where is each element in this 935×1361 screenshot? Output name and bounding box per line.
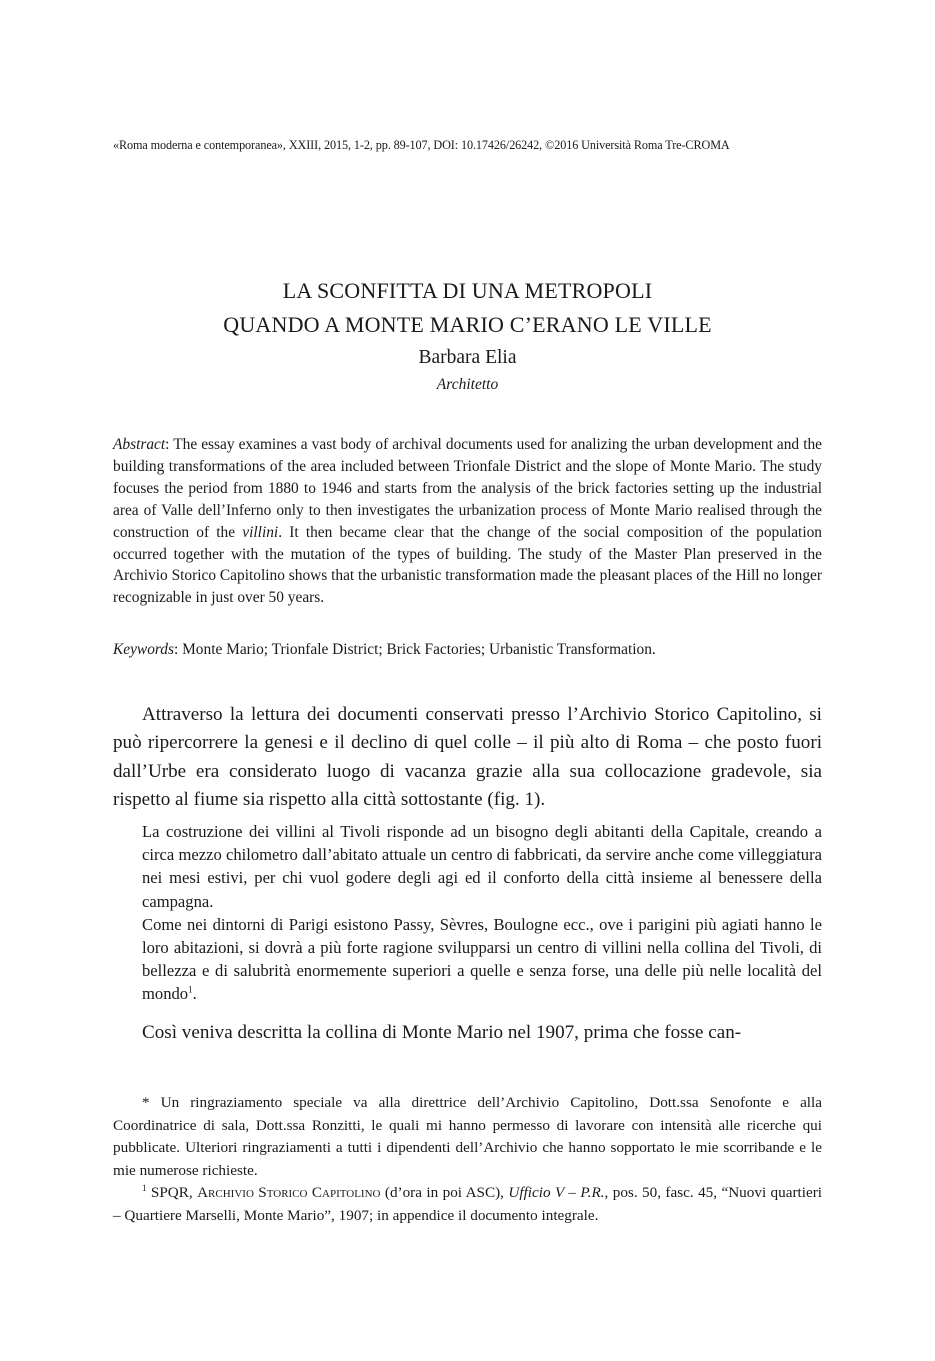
abstract-label: Abstract [113,436,166,453]
quote-paragraph-2-text: Come nei dintorni di Parigi esistono Passy, Sèvres, Boulogne ecc., ove i parigini più agiati hanno le loro abitazioni, si dovrà a più forte ragione svilupparsi un centro di villini nella collina del Tivoli, di bellezza e di salubrità enormemente superiori a quelle e senza forse, una delle più nelle località del mondo [142,914,822,1004]
footnote-1-text-a: SPQR, [146,1184,198,1202]
footnote-acknowledgement: * Un ringraziamento speciale va alla direttrice dell’Archivio Capitolino, Dott.ssa Senofonte e alla Coordinatrice di sala, Dott.ssa Ronzitti, le quali mi hanno permesso di lavorare con intensità alle ricerche qui pubblicate. Ulteriori ringraziamenti a tutti i dipendenti dell’Archivio che hanno sopportato le mie scorribande e le mie numerose richieste. [113,1094,822,1179]
abstract [113,434,822,609]
footnotes [113,1092,822,1228]
quote-paragraph-2 [142,913,822,1006]
quote-paragraph-2-end: . [192,984,197,1004]
footnote-1-text-b: (d’ora in poi ASC), [380,1184,509,1202]
author-affiliation: Architetto [436,376,499,393]
footnote-1-text-c: , pos. 50, fasc. 45, “Nuovi quartieri – Quartiere Marselli, Monte Mario”, 1907; in appendice il documento integrale. [113,1184,823,1224]
article-title-line-1: LA SCONFITTA DI UNA METROPOLI [282,278,653,303]
article-title-line-2: QUANDO A MONTE MARIO C’ERANO LE VILLE [223,312,712,337]
abstract-text-a: : The essay examines a vast body of archival documents used for analizing the urban development and the building transformations of the area included between Trionfale District and the slope of Monte Mario. The study focuses the period from 1880 to 1946 and starts from the analysis of the brick factories setting up the industrial area of Valle dell’Inferno only to then investigates the urbanization process of Monte Mario realised through the construction of the [113,436,822,541]
keywords-label: Keywords [113,641,174,658]
footnote-ref-1[interactable]: 1 [188,984,193,995]
footnote-1-number: 1 [142,1183,147,1194]
abstract-italic-term: villini [242,523,279,541]
quote-paragraph-1: La costruzione dei villini al Tivoli risponde ad un bisogno degli abitanti della Capitale, creando a circa mezzo chilometro dall’abitato attuale un centro di fabbricati, da servire anche come villeggiatura nei mesi estivi, per chi vuol godere degli agi ed il conforto della città insieme al benessere della campagna. [142,822,822,911]
running-head: «Roma moderna e contemporanea», XXIII, 2015, 1-2, pp. 89-107, DOI: 10.17426/26242, ©2016 Università Roma Tre-CROMA [113,138,730,152]
footnote-1-archive: Archivio Storico Capitolino [197,1184,381,1202]
author-name: Barbara Elia [418,347,517,368]
paper-page [113,0,822,1361]
block-quote [142,820,822,1006]
keywords [113,641,822,659]
footnote-1 [113,1182,822,1227]
abstract-text-b: . It then became clear that the change of the social composition of the population occurred together with the mutation of the types of building. The study of the Master Plan preserved in the Archivio Storico Capitolino shows that the urbanistic transformation made the pleasant places of the Hill no longer recognizable in just over 50 years. [113,523,822,607]
body-paragraph-2: Così veniva descritta la collina di Monte Mario nel 1907, prima che fosse can- [142,1022,742,1043]
body-paragraph-1: Attraverso la lettura dei documenti conservati presso l’Archivio Storico Capitolino, si può ripercorrere la genesi e il declino di quel colle – il più alto di Roma – che posto fuori dall’Urbe era considerato luogo di vacanza grazie alla sua collocazione gradevole, sia rispetto al fiume sia rispetto alla città sottostante (fig. 1). [113,704,822,811]
footnote-1-ufficio: Ufficio V – P.R. [508,1184,605,1202]
keywords-text: : Monte Mario; Trionfale District; Brick Factories; Urbanistic Transformation. [174,641,656,658]
